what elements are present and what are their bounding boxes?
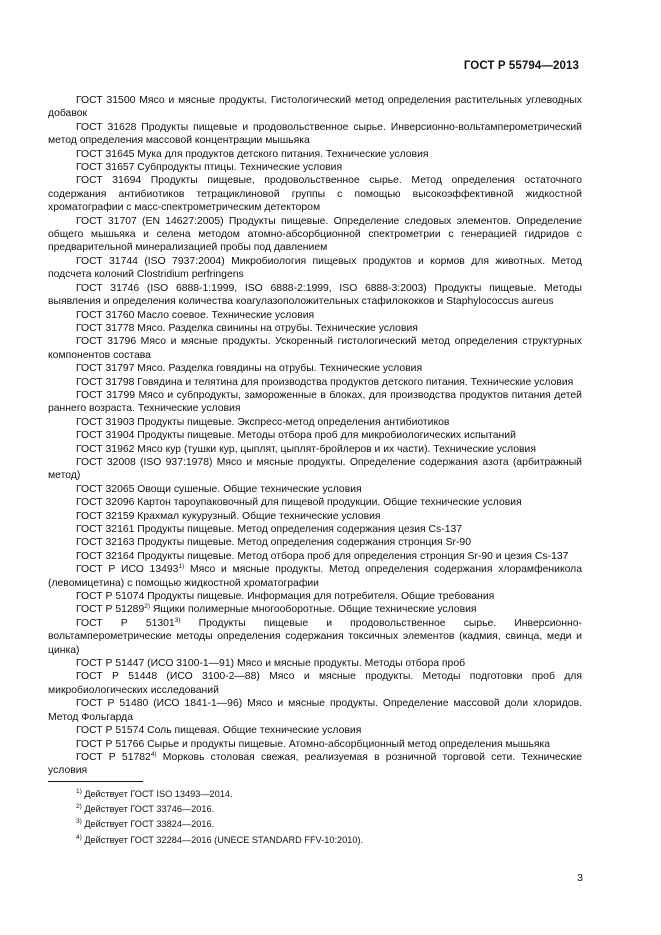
reference-entry <box>48 751 582 778</box>
reference-entry <box>48 563 582 590</box>
reference-entry <box>48 376 582 389</box>
reference-entry <box>48 94 582 121</box>
standard-code: ГОСТ 31797 <box>76 363 135 375</box>
standard-title: Продукты пищевые. Метод определения содержания стронция Sr-90 <box>134 537 471 549</box>
reference-entry <box>48 309 582 322</box>
standard-code: ГОСТ Р ИСО 13493 <box>76 564 179 576</box>
standard-code: ГОСТ Р 51301 <box>76 617 175 629</box>
standard-code: ГОСТ 32164 <box>76 550 135 562</box>
footnote-text: Действует ГОСТ 33746—2016. <box>81 804 215 815</box>
standard-code: ГОСТ 31645 <box>76 148 135 160</box>
reference-entry <box>48 523 582 536</box>
standard-title: Мясо. Разделка говядины на отрубы. Технические условия <box>134 363 423 375</box>
standard-title: Морковь столовая свежая, реализуемая в розничной торговой сети. Технические условия <box>48 751 582 777</box>
standard-code: ГОСТ 32065 <box>76 483 135 495</box>
standard-code: ГОСТ 31798 <box>76 376 135 388</box>
reference-entry <box>48 174 582 214</box>
reference-entry <box>48 590 582 603</box>
standard-title: Продукты пищевые и продовольственное сырье. Инверсионно-вольтамперометрический метод определения массовой концентрации мышьяка <box>48 121 582 147</box>
footnote-text: Действует ГОСТ ISO 13493—2014. <box>81 789 233 799</box>
footnotes <box>76 787 363 848</box>
standard-title: Продукты пищевые и продовольственное сырье. Инверсионно-вольтамперометрические методы определения содержания токсичных элементов (кадмия, свинца, меди и цинка) <box>48 617 583 656</box>
reference-entry <box>48 496 582 509</box>
standard-title: (ИСО 3100-2—88) Мясо и мясные продукты. Методы подготовки проб для микробиологических исследований <box>48 671 582 696</box>
reference-entry <box>48 416 582 429</box>
standard-title: (EN 14627:2005) Продукты пищевые. Определение следовых элементов. Определение общего мышьяка и селена методом атомно-абсорбционной спектрометрии с генерацией гидридов с предварительной минерализацией пробы под давлением <box>48 215 583 254</box>
standard-title: Ящики полимерные многооборотные. Общие технические условия <box>150 604 477 616</box>
reference-entry <box>48 282 582 309</box>
reference-entry <box>48 322 582 335</box>
standard-code: ГОСТ 32008 <box>76 456 136 468</box>
standard-code: ГОСТ Р 51074 <box>76 591 145 603</box>
reference-entry <box>48 389 582 416</box>
reference-entry <box>48 362 582 375</box>
reference-entry <box>48 483 582 496</box>
standard-title: Мясо и субпродукты, замороженные в блоках, для производства продуктов питания детей раннего возраста. Технические условия <box>48 389 582 415</box>
standard-code: ГОСТ Р 51574 <box>76 725 145 737</box>
standard-title: Продукты пищевые. Информация для потребителя. Общие требования <box>144 591 495 603</box>
standard-title: Мука для продуктов детского питания. Технические условия <box>134 148 429 160</box>
footnote-separator <box>48 781 143 782</box>
standard-title: Говядина и телятина для производства продуктов детского питания. Технические условия <box>134 376 574 388</box>
reference-entry <box>48 670 582 697</box>
reference-entry <box>48 550 582 563</box>
footnote-marker: 1) <box>178 563 185 571</box>
footnote <box>76 833 363 848</box>
footnote <box>76 802 363 817</box>
reference-entry <box>48 429 582 442</box>
standard-title: Мясо. Разделка свинины на отрубы. Технические условия <box>134 322 418 334</box>
standard-title: Картон тароупаковочный для пищевой продукции. Общие технические условия <box>134 497 522 509</box>
standard-title: (ISO 7937:2004) Микробиология пищевых продуктов и кормов для животных. Метод подсчета колоний Clostridium perfringens <box>48 255 582 281</box>
reference-entry <box>48 215 582 255</box>
reference-entry <box>48 121 582 148</box>
page-number: 3 <box>577 872 583 884</box>
reference-entry <box>48 738 582 751</box>
standard-title: Мясо и мясные продукты. Метод определения содержания хлорамфеникола (левомицетина) с помощью жидкостной хроматографии <box>48 564 582 589</box>
footnote <box>76 787 363 802</box>
standard-code: ГОСТ 31799 <box>76 389 135 401</box>
normative-references-list <box>48 94 582 778</box>
standard-code: ГОСТ 31707 <box>76 215 137 227</box>
standard-code: ГОСТ 31628 <box>76 121 137 133</box>
footnote-mark: 3) <box>76 818 82 826</box>
standard-code: ГОСТ 32163 <box>76 537 135 549</box>
footnote-marker: 4) <box>150 750 157 758</box>
reference-entry <box>48 697 582 724</box>
footnote <box>76 817 363 832</box>
standard-code: ГОСТ 31796 <box>76 336 137 348</box>
reference-entry <box>48 443 582 456</box>
standard-code: ГОСТ Р 51782 <box>76 751 151 763</box>
standard-title: (ИСО 3100-1—91) Мясо и мясные продукты. Методы отбора проб <box>144 658 466 670</box>
standard-code: ГОСТ 31778 <box>76 322 135 334</box>
reference-entry <box>48 724 582 737</box>
standard-title: Мясо и мясные продукты. Гистологический метод определения растительных углеводных добавок <box>48 95 582 120</box>
reference-entry <box>48 603 582 616</box>
footnote-text: Действует ГОСТ 33824—2016. <box>81 819 215 830</box>
reference-entry <box>48 335 582 362</box>
footnote-mark: 1) <box>76 788 82 795</box>
standard-code: ГОСТ 31903 <box>76 416 135 428</box>
reference-entry <box>48 536 582 549</box>
standard-title: (ИСО 1841-1—96) Мясо и мясные продукты. Определение массовой доли хлоридов. Метод Фольгарда <box>48 698 582 723</box>
standard-title: Сырье и продукты пищевые. Атомно-абсорбционный метод определения мышьяка <box>144 738 551 750</box>
standard-code: ГОСТ 31760 <box>76 309 135 321</box>
footnote-text: Действует ГОСТ 32284—2016 (UNECE STANDARD FFV-10:2010). <box>81 834 364 845</box>
standard-code: ГОСТ Р 51766 <box>76 738 145 750</box>
reference-entry <box>48 617 582 657</box>
standard-code: ГОСТ 32096 <box>76 497 135 509</box>
standard-title: (ISO 6888-1:1999, ISO 6888-2:1999, ISO 6888-3:2003) Продукты пищевые. Методы выявления и определения количества коагулазоположительных стафилококков и Staphylococcus aureus <box>48 282 582 308</box>
standard-title: Продукты пищевые. Метод отбора проб для определения стронция Sr-90 и цезия Cs-137 <box>134 550 569 562</box>
footnote-mark: 2) <box>76 803 82 811</box>
standard-title: Соль пищевая. Общие технические условия <box>144 725 362 737</box>
standard-title: (ISO 937:1978) Мясо и мясные продукты. Определение содержания азота (арбитражный метод) <box>48 456 582 482</box>
standard-code: ГОСТ 31746 <box>76 282 140 294</box>
reference-entry <box>48 456 582 483</box>
standard-title: Субпродукты птицы. Технические условия <box>134 162 343 174</box>
standard-title: Масло соевое. Технические условия <box>134 309 315 321</box>
standard-code: ГОСТ Р 51447 <box>76 658 145 670</box>
reference-entry <box>48 510 582 523</box>
standard-title: Продукты пищевые, продовольственное сырье. Метод определения остаточного содержания антибиотиков тетрациклиновой группы с помощью высокоэффективной жидкостной хроматографии с масс-спектрометрическим детектором <box>48 175 582 214</box>
standard-code: ГОСТ 31694 <box>76 175 142 187</box>
reference-entry <box>48 161 582 174</box>
standard-code: ГОСТ 31500 <box>76 95 136 106</box>
standard-code: ГОСТ 31744 <box>76 255 138 267</box>
standard-title: Овощи сушеные. Общие технические условия <box>134 483 362 495</box>
standard-title: Продукты пищевые. Метод определения содержания цезия Cs-137 <box>134 524 463 535</box>
standard-code: ГОСТ Р 51448 <box>76 671 158 683</box>
standard-title: Крахмал кукурузный. Общие технические условия <box>134 510 381 522</box>
standard-code: ГОСТ Р 51289 <box>76 604 145 616</box>
reference-entry <box>48 255 582 282</box>
reference-entry <box>48 148 582 161</box>
standard-code: ГОСТ 31904 <box>76 430 135 442</box>
footnote-marker: 3) <box>174 616 181 624</box>
standard-code: ГОСТ 32161 <box>76 524 135 535</box>
standard-code: ГОСТ 31962 <box>76 443 135 455</box>
footnote-marker: 2) <box>144 603 151 611</box>
document-header: ГОСТ Р 55794—2013 <box>463 60 579 72</box>
standard-title: Мясо и мясные продукты. Ускоренный гистологический метод определения структурных компонентов состава <box>48 336 582 361</box>
footnote-mark: 4) <box>76 833 82 841</box>
standard-code: ГОСТ Р 51480 <box>76 698 149 710</box>
standard-code: ГОСТ 32159 <box>76 510 135 522</box>
standard-title: Продукты пищевые. Методы отбора проб для микробиологических испытаний <box>134 430 516 442</box>
standard-title: Продукты пищевые. Экспресс-метод определения антибиотиков <box>134 416 450 428</box>
standard-code: ГОСТ 31657 <box>76 162 135 174</box>
reference-entry <box>48 657 582 670</box>
standard-title: Мясо кур (тушки кур, цыплят, цыплят-бройлеров и их части). Технические условия <box>134 443 536 455</box>
